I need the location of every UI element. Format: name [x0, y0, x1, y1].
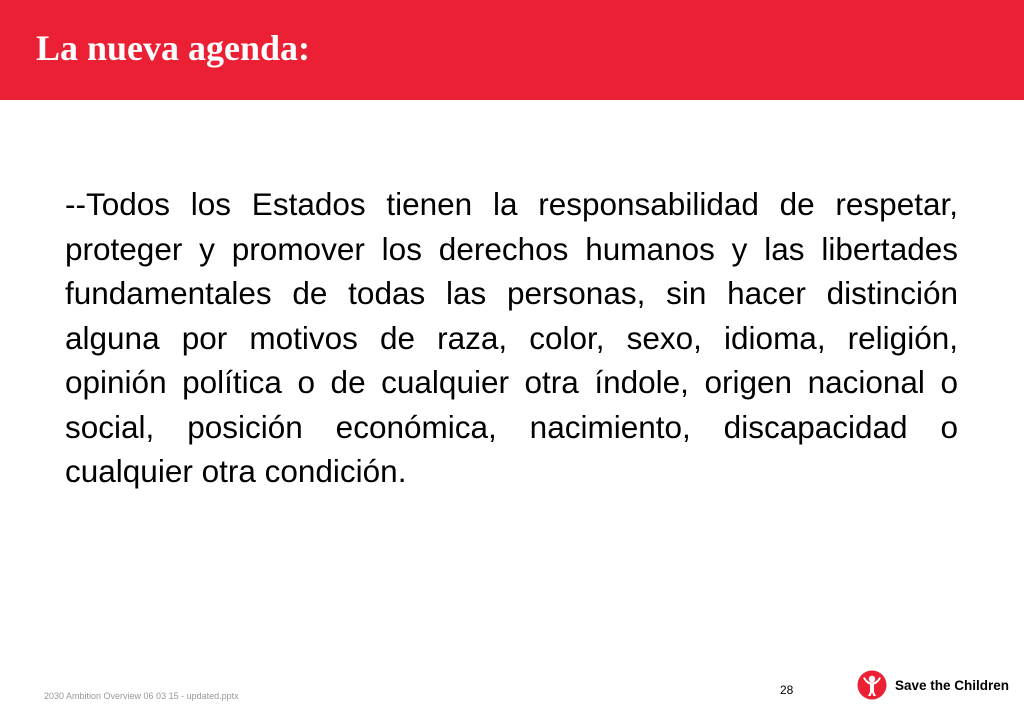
header-bar — [0, 0, 1024, 100]
logo-text: Save the Children — [895, 677, 1010, 693]
save-the-children-logo — [857, 668, 1009, 702]
slide-title: La nueva agenda: — [36, 28, 311, 68]
page-number: 28 — [780, 683, 794, 697]
footer-file-name: 2030 Ambition Overview 06 03 15 - updated.pptx — [44, 691, 239, 701]
save-the-children-logo-icon — [857, 670, 887, 700]
body-paragraph: --Todos los Estados tienen la responsabilidad de respetar, proteger y promover los derechos humanos y las libertades fundamentales de todas las personas, sin hacer distinción alguna por motivos de raza, color, sexo, idioma, religión, opinión política o de cualquier otra índole, origen nacional o social, posición económica, nacimiento, discapacidad o cualquier otra condición. — [65, 186, 958, 489]
